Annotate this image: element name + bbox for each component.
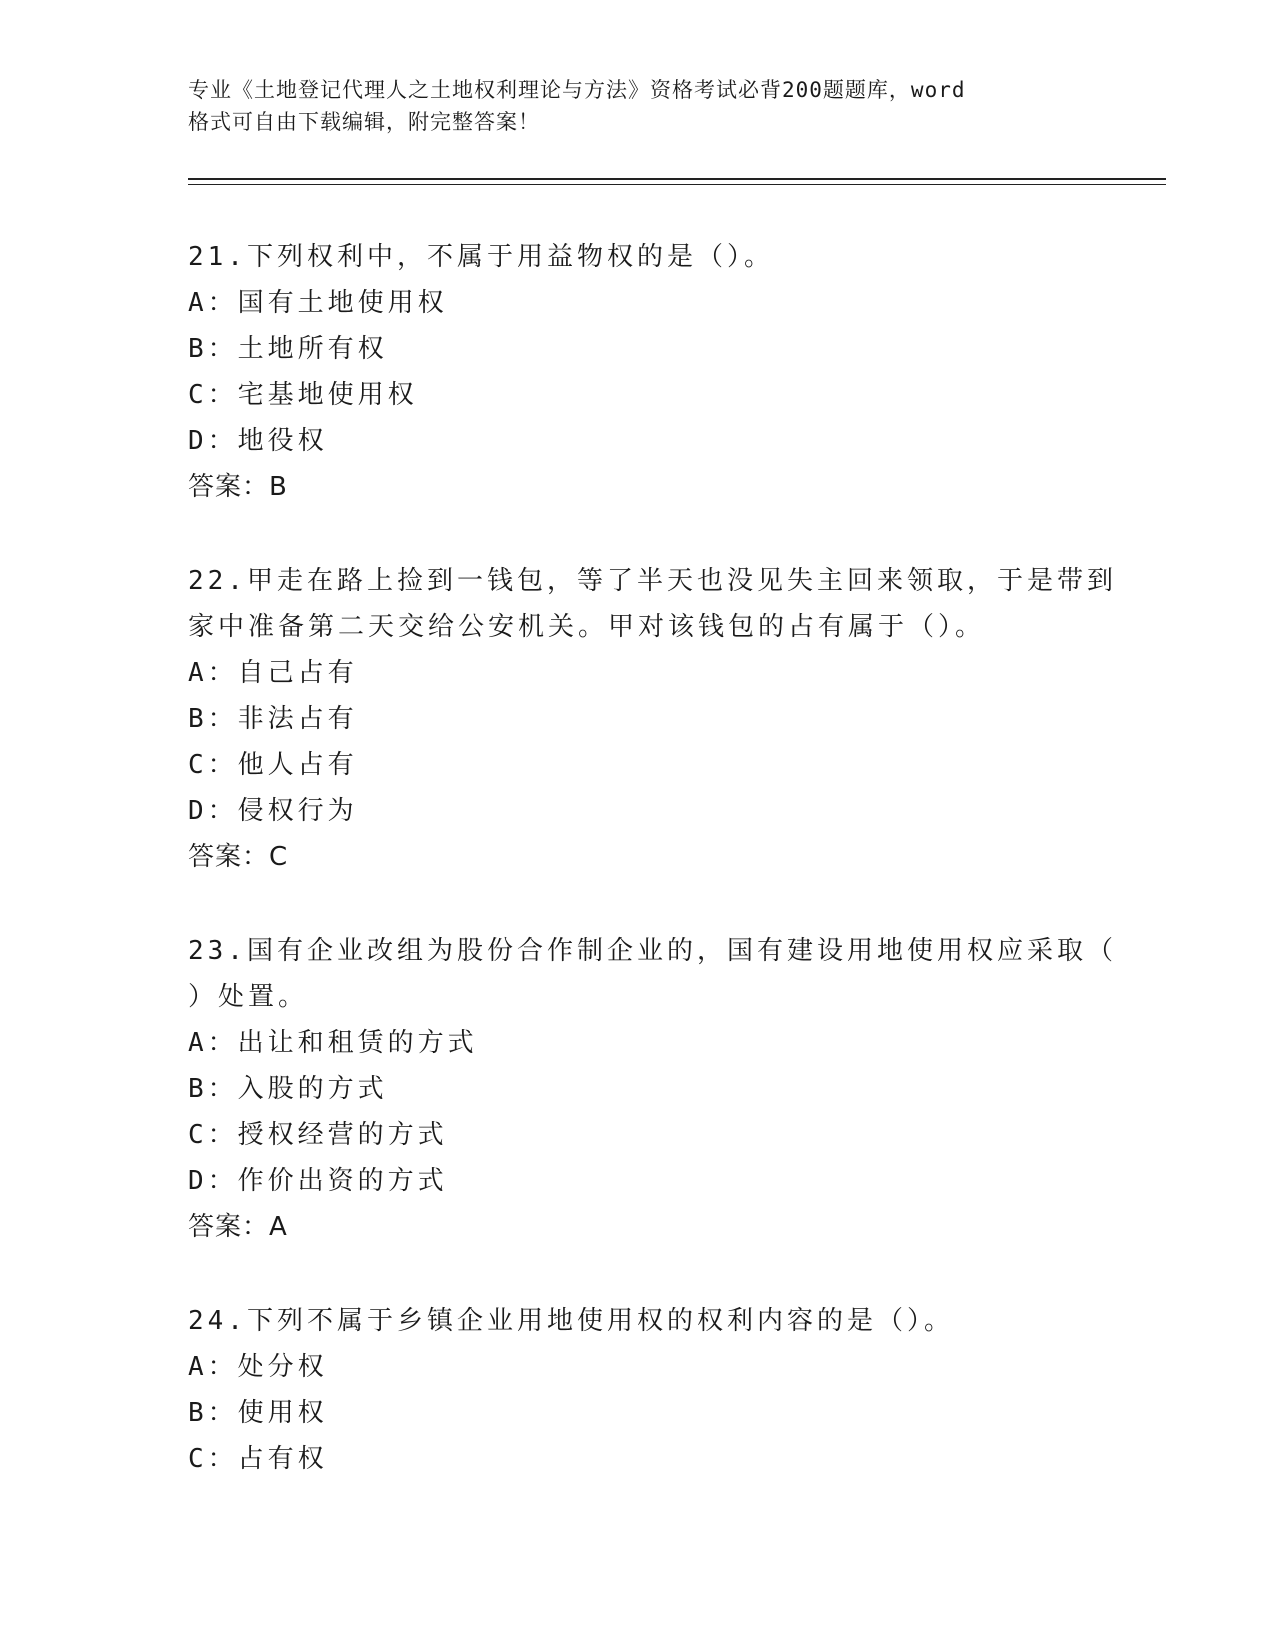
option-d: D：作价出资的方式 xyxy=(188,1166,448,1196)
question-22 xyxy=(188,558,1117,880)
option-b: B：土地所有权 xyxy=(188,334,388,364)
header-title-line-2: 格式可自由下载编辑，附完整答案！ xyxy=(188,110,540,134)
question-24 xyxy=(188,1298,1088,1482)
question-list xyxy=(188,234,1117,1530)
question-text-line-2: 家中准备第二天交给公安机关。甲对该钱包的占有属于（）。 xyxy=(188,612,986,642)
question-text: 21.下列权利中，不属于用益物权的是（）。 xyxy=(188,242,774,272)
option-d: D：地役权 xyxy=(188,426,328,456)
header-title-line-1: 专业《土地登记代理人之土地权利理论与方法》资格考试必背200题题库，word xyxy=(188,78,966,102)
option-c: C：他人占有 xyxy=(188,750,358,780)
answer-label: 答案：B xyxy=(188,472,288,502)
option-c: C：宅基地使用权 xyxy=(188,380,418,410)
question-text-line-2: ）处置。 xyxy=(188,982,309,1012)
option-d: D：侵权行为 xyxy=(188,796,358,826)
option-a: A：处分权 xyxy=(188,1352,328,1382)
option-a: A：自己占有 xyxy=(188,658,358,688)
option-b: B：使用权 xyxy=(188,1398,328,1428)
header-divider-thin xyxy=(188,184,1166,185)
option-a: A：国有土地使用权 xyxy=(188,288,448,318)
question-text: 24.下列不属于乡镇企业用地使用权的权利内容的是（）。 xyxy=(188,1306,954,1336)
option-b: B：入股的方式 xyxy=(188,1074,388,1104)
option-a: A：出让和租赁的方式 xyxy=(188,1028,478,1058)
question-text-line-1: 23.国有企业改组为股份合作制企业的，国有建设用地使用权应采取（ xyxy=(188,936,1117,966)
document-header xyxy=(188,74,1088,138)
answer-label: 答案：C xyxy=(188,842,289,872)
question-text-line-1: 22.甲走在路上捡到一钱包，等了半天也没见失主回来领取，于是带到 xyxy=(188,566,1117,596)
question-21 xyxy=(188,234,1088,510)
answer-label: 答案：A xyxy=(188,1212,288,1242)
header-divider-thick xyxy=(188,178,1166,180)
question-23 xyxy=(188,928,1117,1250)
option-b: B：非法占有 xyxy=(188,704,358,734)
option-c: C：占有权 xyxy=(188,1444,328,1474)
option-c: C：授权经营的方式 xyxy=(188,1120,448,1150)
